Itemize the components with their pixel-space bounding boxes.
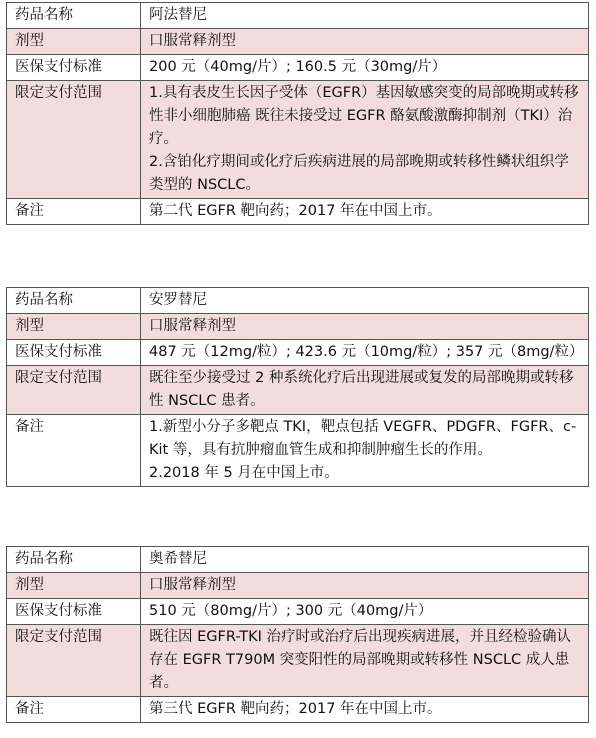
row-label: 药品名称 (7, 3, 141, 29)
table-row-dosage-form (7, 314, 589, 340)
value-paragraph: 2.2018 年 5 月在中国上市。 (149, 465, 339, 481)
value-paragraph: 2.含铂化疗期间或化疗后疾病进展的局部晚期或转移性鳞状组织学类型的 NSCLC。 (149, 154, 569, 193)
row-value (141, 573, 589, 599)
table-row-payment-standard (7, 55, 589, 81)
table-row-payment-standard (7, 599, 589, 625)
row-value (141, 340, 589, 366)
row-label: 剂型 (7, 314, 141, 340)
row-label: 药品名称 (7, 547, 141, 573)
table-row-payment-scope (7, 366, 589, 415)
row-value (141, 625, 589, 697)
table-row-remarks (7, 697, 589, 723)
table-row-remarks (7, 415, 589, 487)
table-row-payment-scope (7, 625, 589, 697)
table-row-drug-name (7, 3, 589, 29)
row-value (141, 547, 589, 573)
row-value (141, 366, 589, 415)
value-paragraph: 487 元（12mg/粒）; 423.6 元（10mg/粒）; 357 元（8mg/粒） (149, 344, 584, 360)
row-value (141, 697, 589, 723)
value-paragraph: 口服常释剂型 (149, 33, 236, 49)
drug-table-osimertinib (6, 546, 589, 723)
row-value (141, 599, 589, 625)
value-paragraph: 口服常释剂型 (149, 577, 236, 593)
row-label: 医保支付标准 (7, 340, 141, 366)
row-label: 备注 (7, 697, 141, 723)
value-paragraph: 1.具有表皮生长因子受体（EGFR）基因敏感突变的局部晚期或转移性非小细胞肺癌 既往未接受过 EGFR 酪氨酸激酶抑制剂（TKI）治疗。 (149, 85, 579, 147)
row-label: 医保支付标准 (7, 55, 141, 81)
table-row-dosage-form (7, 573, 589, 599)
row-value (141, 415, 589, 487)
table-row-payment-scope (7, 81, 589, 199)
row-value (141, 199, 589, 225)
drug-table-anlotinib (6, 287, 589, 487)
value-paragraph: 第二代 EGFR 靶向药；2017 年在中国上市。 (149, 203, 442, 219)
row-label: 药品名称 (7, 288, 141, 314)
table-row-payment-standard (7, 340, 589, 366)
value-paragraph: 既往因 EGFR-TKI 治疗时或治疗后出现疾病进展，并且经检验确认存在 EGFR T790M 突变阳性的局部晚期或转移性 NSCLC 成人患者。 (149, 629, 571, 691)
row-value (141, 288, 589, 314)
row-label: 剂型 (7, 573, 141, 599)
row-label: 剂型 (7, 29, 141, 55)
value-paragraph: 阿法替尼 (149, 7, 207, 23)
row-label: 备注 (7, 415, 141, 487)
value-paragraph: 第三代 EGFR 靶向药；2017 年在中国上市。 (149, 701, 442, 717)
value-paragraph: 既往至少接受过 2 种系统化疗后出现进展或复发的局部晚期或转移性 NSCLC 患者。 (149, 370, 574, 409)
row-value (141, 29, 589, 55)
table-row-drug-name (7, 547, 589, 573)
value-paragraph: 1.新型小分子多靶点 TKI，靶点包括 VEGFR、PDGFR、FGFR、c-Kit 等，具有抗肿瘤血管生成和抑制肿瘤生长的作用。 (149, 419, 577, 458)
table-row-remarks (7, 199, 589, 225)
row-label: 备注 (7, 199, 141, 225)
value-paragraph: 200 元（40mg/片）; 160.5 元（30mg/片） (149, 59, 447, 75)
drug-table-afatinib (6, 2, 589, 225)
value-paragraph: 奥希替尼 (149, 551, 207, 567)
row-value (141, 81, 589, 199)
row-label: 医保支付标准 (7, 599, 141, 625)
row-label: 限定支付范围 (7, 81, 141, 199)
row-label: 限定支付范围 (7, 366, 141, 415)
value-paragraph: 安罗替尼 (149, 292, 207, 308)
table-row-dosage-form (7, 29, 589, 55)
row-value (141, 55, 589, 81)
row-value (141, 314, 589, 340)
table-row-drug-name (7, 288, 589, 314)
row-value (141, 3, 589, 29)
row-label: 限定支付范围 (7, 625, 141, 697)
value-paragraph: 510 元（80mg/片）; 300 元（40mg/片） (149, 603, 433, 619)
value-paragraph: 口服常释剂型 (149, 318, 236, 334)
